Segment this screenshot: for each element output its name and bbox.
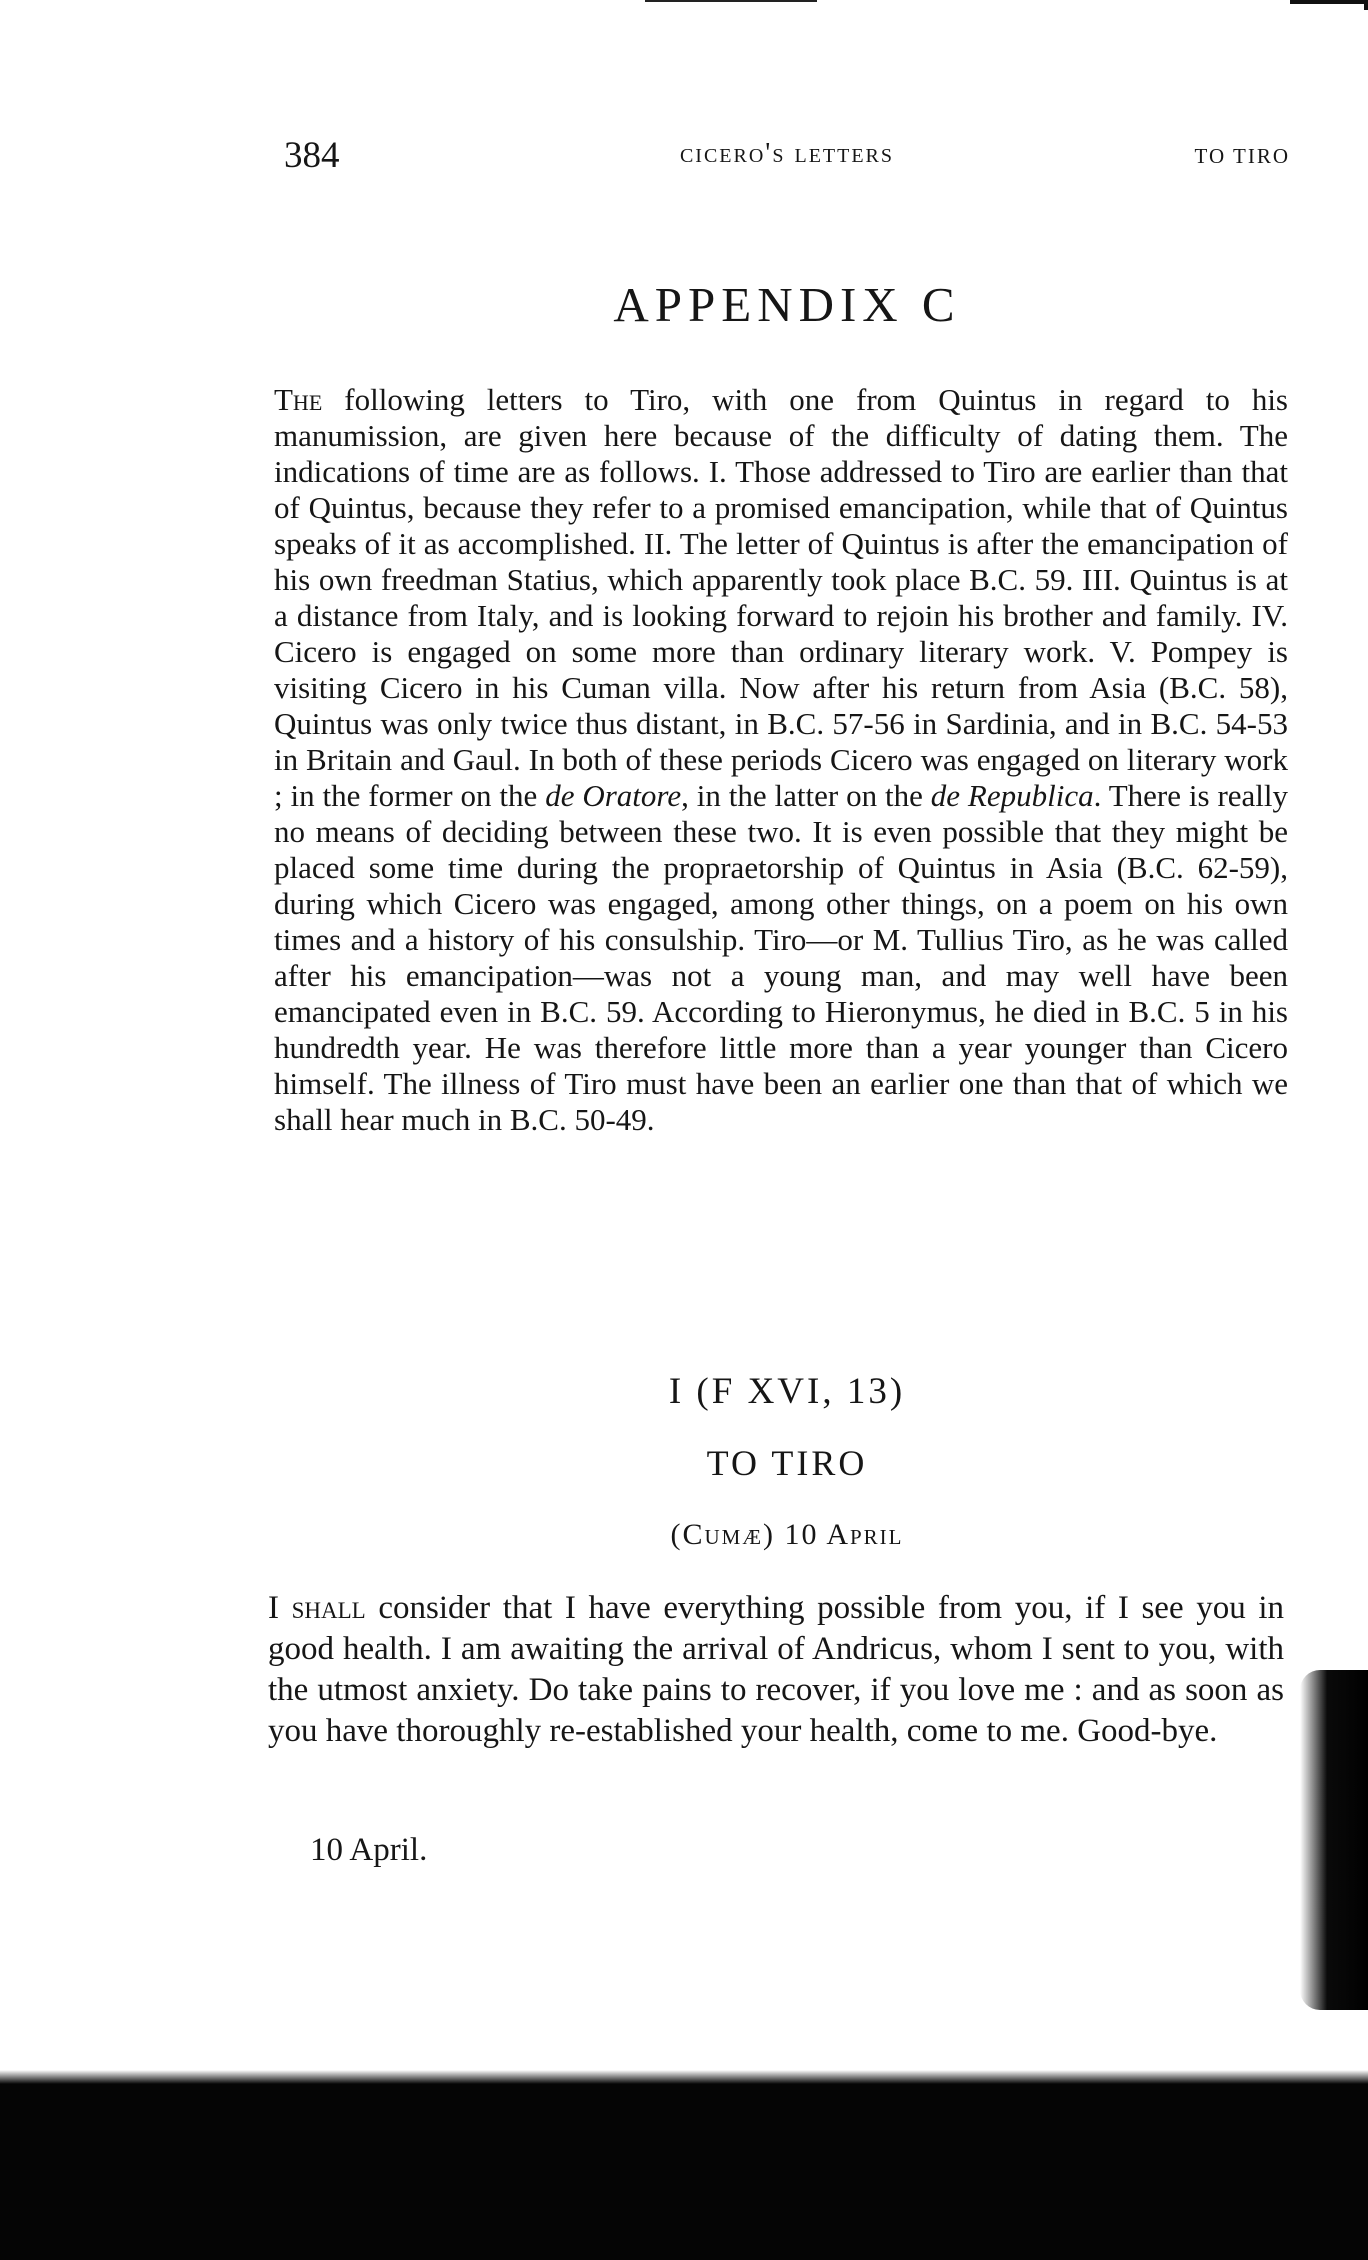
letter-lead-words: I shall (268, 1590, 366, 1626)
appendix-title: APPENDIX C (613, 277, 961, 332)
intro-work-title-1: de Oratore (545, 778, 682, 813)
top-edge-rule (645, 0, 817, 2)
intro-text-2: , in the latter on the (681, 778, 923, 813)
scan-edge-shadow (1300, 1670, 1368, 2010)
running-head-right: TO TIRO (1194, 144, 1290, 168)
letter-body (268, 1588, 1284, 1752)
page-corner-mark (1290, 0, 1368, 10)
intro-paragraph (274, 382, 1288, 1138)
letter-heading: TO TIRO (706, 1443, 868, 1483)
letter-closing-date: 10 April. (310, 1832, 428, 1868)
intro-lead-word: The (274, 382, 323, 417)
intro-text-3: . There is really no means of deciding between these two. It is even possible that they might be placed some time during the propraetorship of Quintus in Asia (B.C. 62-59), during which Cicero was engaged, among other things, on a poem on his own times and a history of his consulship. Tiro—or M. Tullius Tiro, as he was called after his emancipation—was not a young man, and may well have been emancipated even in B.C. 59. According to Hieronymus, he died in B.C. 5 in his hundredth year. He was therefore little more than a year younger than Cicero himself. The illness of Tiro must have been an earlier one than that of which we shall hear much in B.C. 50-49. (274, 778, 1289, 1137)
intro-text: following letters to Tiro, with one from Quintus in regard to his manumission, are given here because of the difficulty of dating them. The indications of time are as follows. I. Those addressed to Tiro are earlier than that of Quintus, because they refer to a promised emancipation, while that of Quintus speaks of it as accomplished. II. The letter of Quintus is after the emancipation of his own freedman Statius, which apparently took place B.C. 59. III. Quintus is at a distance from Italy, and is looking forward to rejoin his brother and family. IV. Cicero is engaged on some more than ordinary literary work. V. Pompey is visiting Cicero in his Cuman villa. Now after his return from Asia (B.C. 58), Quintus was only twice thus distant, in B.C. 57-56 in Sardinia, and in B.C. 54-53 in Britain and Gaul. In both of these periods Cicero was engaged on literary work ; in the former on the (274, 382, 1288, 813)
letter-place-date: (Cumæ) 10 April (670, 1518, 904, 1551)
page-number: 384 (284, 135, 340, 176)
scan-bottom-band (0, 2080, 1368, 2260)
intro-work-title-2: de Republica (930, 778, 1094, 813)
letter-number: I (F XVI, 13) (668, 1371, 906, 1412)
running-title: cicero's letters (679, 138, 895, 169)
letter-text: consider that I have everything possible from you, if I see you in good health. I am awaiting the arrival of Andricus, whom I sent to you, with the utmost anxiety. Do take pains to recover, if you love me : and as soon as you have thoroughly re-established your health, come to me. Good-bye. (268, 1590, 1285, 1749)
running-head (284, 134, 1290, 174)
